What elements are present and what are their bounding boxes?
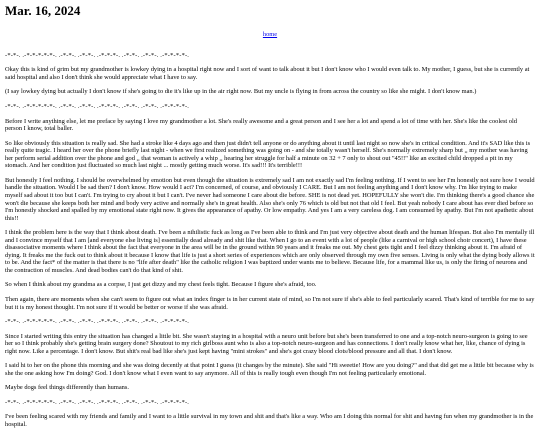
paragraph: (I say lowkey dying but actually I don't know if she's going to die it's like up in the air right now. But my uncle is flying in from across the country so like she might. I don't know man.): [5, 88, 477, 96]
paragraph: Then again, there are moments when she can't seem to figure out what an index finger is in her current state of mind, so I'm not sure if she's able to feel particularly scared. That's kind of terrible for me to say but it is my honest thought. I'm not sure if it would be better or worse if she was afraid.: [5, 295, 535, 311]
paragraph: But honestly I feel nothing. I should be overwhelmed by emotion but even though the situation is extremely sad I am not exactly sad I'm feeling nothing. If I went to see her I'm honestly not sure how I would handle the situation. Would I be sad then? I don't know. How would I act? I'm concerned, of course, and obviously I CARE. But I am not feeling anything and I don't know why. I'm like trying to make myself sad about it too but I can't. I'm trying to cry about it but I can't. I've never had someone I care about die before. SHE is not dead yet. HOPEFULLY she won't die. I'm thinking there's a good chance she won't die because she keeps both her mind and body very active and normally she's in great health. Also she's only 76 which is old but not that old I feel. But yeah nobody I care about has ever died before so I'm honestly shocked and spalled by my emotional state right now. It gives the appearance of apathy. Or low empathy. And yes I am a very careless dog. I am consumed by apathy. But I'm not apathetic about this!!: [5, 176, 535, 222]
paragraph: I said hi to her on the phone this morning and she was doing decently at that point I guess (it changes by the minute). She said "Hi sweetie! How are you doing?" and that did get me a little bit because why is she the one asking how I'm doing? God. I don't know what I even want to say anymore. All of this is really tough even though I'm not feeling particularly emotional.: [5, 362, 534, 377]
divider: -*-*-. .-*-*-*-*-*-. .-*-*-. .-*-*-. .-*-*-*-. .-*-*-. .-*-*-. .-*-*-*-*-.: [5, 51, 190, 59]
divider: -*-*-. .-*-*-*-*-*-. .-*-*-. .-*-*-. .-*-*-*-. .-*-*-. .-*-*-. .-*-*-*-*-.: [5, 398, 190, 406]
paragraph: Maybe dogs feel things differently than humans.: [5, 384, 129, 392]
divider: -*-*-. .-*-*-*-*-*-. .-*-*-. .-*-*-. .-*-*-*-. .-*-*-. .-*-*-. .-*-*-*-*-.: [5, 318, 190, 326]
paragraph: Okay this is kind of grim but my grandmother is lowkey dying in a hospital right now and I sort of want to talk about it but I don't know who I would even talk to. My mother, I guess, but she is currently at said hospital and also I don't think she would appreciate what I have to say.: [5, 66, 530, 81]
paragraph: I think the problem here is the way that I think about death. I've been a nihilistic fuck as long as I've been able to think and I'm just very objective about death and the human lifespan. But also I'm mentally ill and I convince myself that I am [and everyone else living is] essentially dead already and shit like that. When I go to an event with a lot of people (like a carnival or high school choir concert), I have these disassociative moments where I think about the fact that everyone in the area will be in the ground within 90 years and it freaks me out. My chest gets tight and I feel dizzy thinking about it. I'm afraid of dying. It freaks me the fuck out to think about it because I know that life is just a short series of experiences which are only observed through my own five senses. Living is only what the dying body allows it to be. And the fact* of the matter is that there is no "life after death" like the catholic religion I was baptized under wants me to believe. Because life, for a mammal like us, is only the firing of neurons and the contraction of muscles. And dead bodies can't do that kind of shit.: [5, 229, 535, 274]
page-title: Mar. 16, 2024: [5, 3, 81, 18]
paragraph: So when I think about my grandma as a corpse, I just get dizzy and my chest feels tight. Because I figure she's afraid, too.: [5, 281, 317, 289]
divider: -*-*-. .-*-*-*-*-*-. .-*-*-. .-*-*-. .-*-*-*-. .-*-*-. .-*-*-. .-*-*-*-*-.: [5, 103, 190, 111]
home-link[interactable]: home: [262, 31, 278, 39]
nav: [5, 31, 535, 39]
paragraph: So like obviously this situation is really sad. She had a stroke like 4 days ago and then just didn't tell anyone or do anything about it until last night so now she's in critical condition. And it's SAD like this is really quite tragic. I heard her over the phone briefly last night - when we first realized something was going on - and she totally wasn't herself. She's normally extremely sharp but ,, my mother was having her perform serial addition over the phone and god ,, that woman is actively a whip ,, hearing her struggle for half a minute on 32 + 7 only to shout out "45!!" like an excited child dropped a pit in my stomach. And her condition just fluctuated so much last night ... mostly getting much worse. It's sad!!! It's terrible!!!: [5, 139, 531, 170]
paragraph: I've been feeling scared with my friends and family and I want to a little survival in my town and shit and that's like a way. Who am I doing this normal for shit and having fun when my grandmother is in the hospital.: [5, 413, 534, 428]
paragraph: Before I write anything else, let me preface by saying I love my grandmother a lot. She's really awesome and a great person and I see her a lot and spend a lot of time with her. She's like the coolest old person I know, total baller.: [5, 117, 517, 133]
paragraph: Since I started writing this entry the situation has changed a little bit. She wasn't staying in a hospital with a neuro unit before but she's been transferred to one and a top-notch neuro-surgeon is going to see her so I think probably she's getting brain surgery done? Shoutout to my rich girlboss aunt who is also a top-notch neuro-surgeon and has connections. I don't really know what her, like, chance of dying is right now. Like a percentage. I don't know. But shit's real bad like she's just kept having "mini strokes" and she's got crazy blood clots/blood pressure and all that. I don't know.: [5, 332, 528, 355]
